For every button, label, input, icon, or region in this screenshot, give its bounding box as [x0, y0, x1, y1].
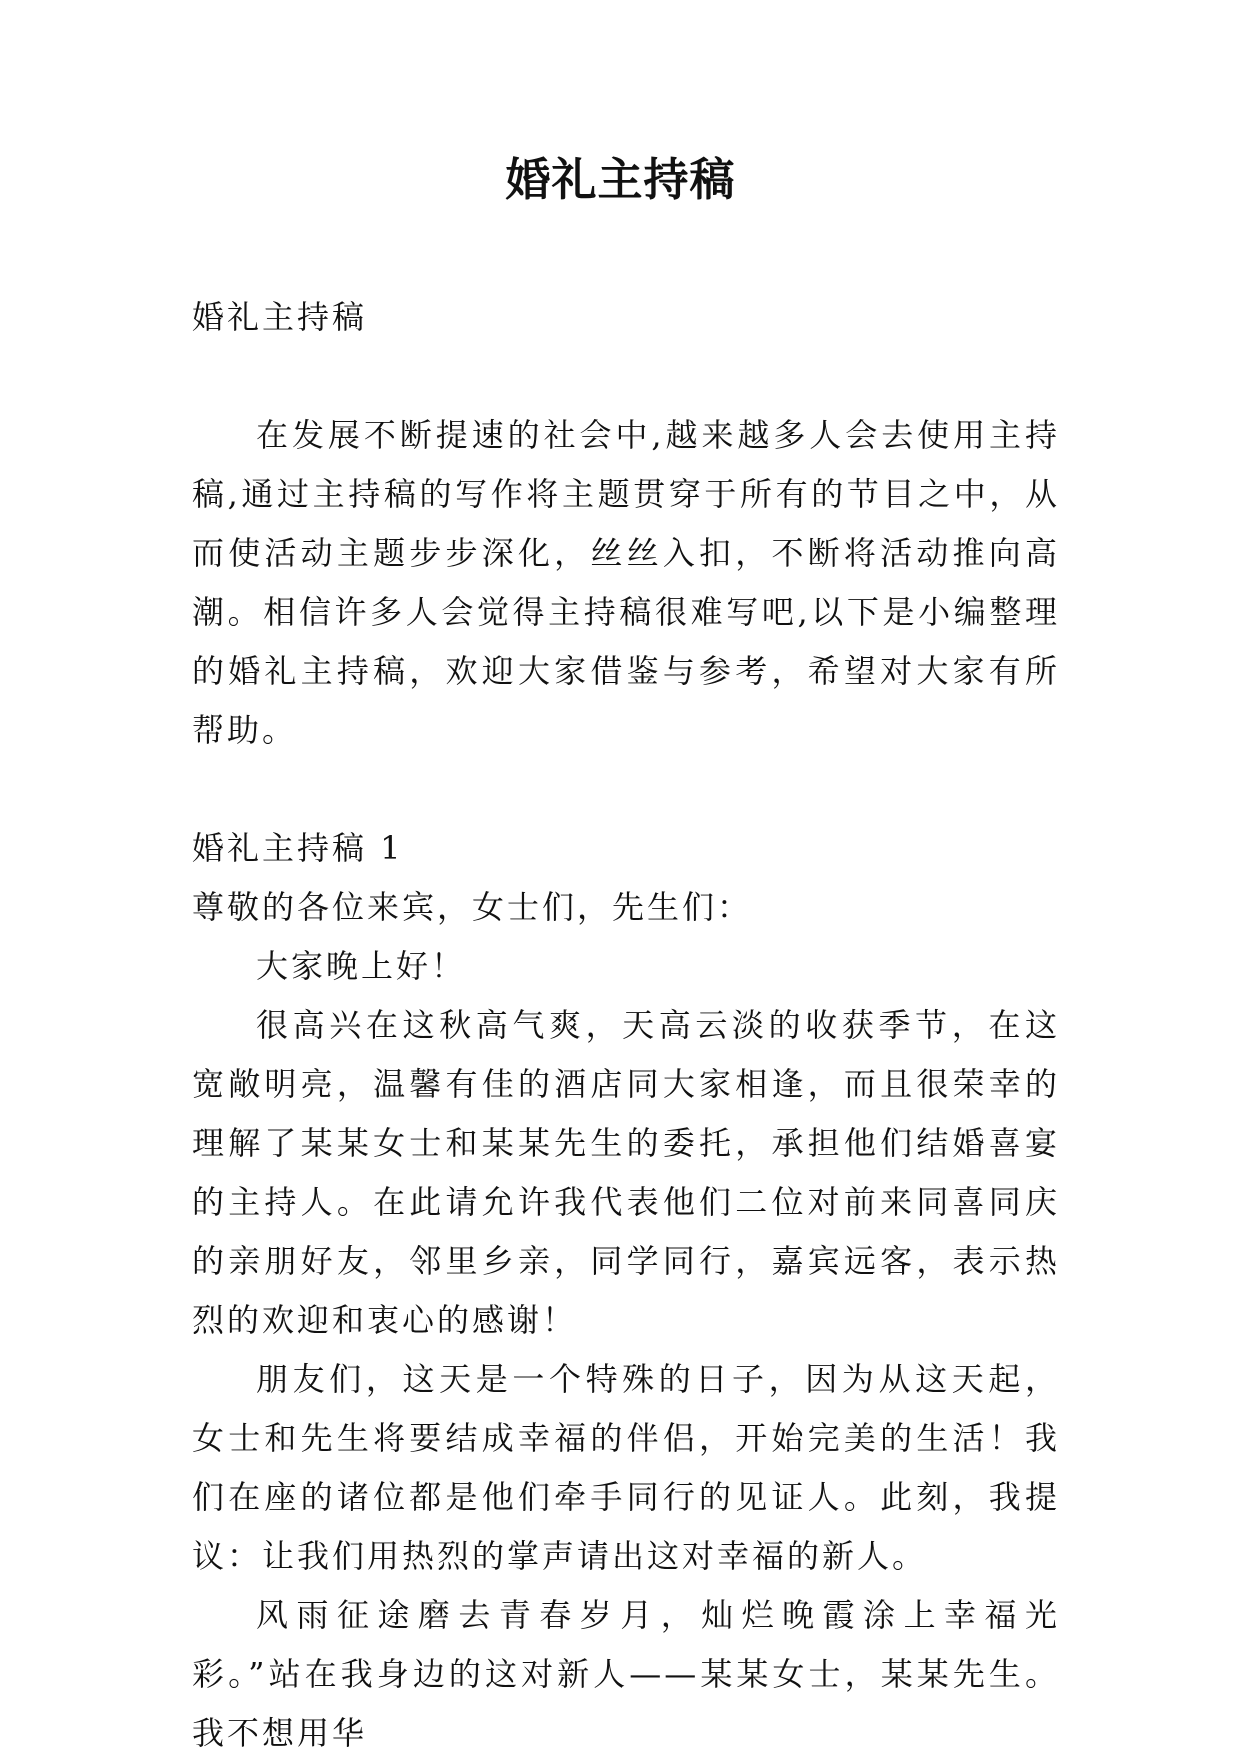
body-paragraph: 很高兴在这秋高气爽，天高云淡的收获季节，在这宽敞明亮，温馨有佳的酒店同大家相逢，而且很荣幸的理解了某某女士和某某先生的委托，承担他们结婚喜宴的主持人。在此请允许我代表他们二位对前来同喜同庆的亲朋好友，邻里乡亲，同学同行，嘉宾远客，表示热烈的欢迎和衷心的感谢！ — [192, 1006, 1060, 1339]
document-title: 婚礼主持稿 — [505, 153, 736, 206]
document-body — [192, 288, 1060, 1763]
intro-paragraph: 在发展不断提速的社会中,越来越多人会去使用主持稿,通过主持稿的写作将主题贯穿于所有的节目之中，从而使活动主题步步深化，丝丝入扣，不断将活动推向高潮。相信许多人会觉得主持稿很难写吧,以下是小编整理的婚礼主持稿，欢迎大家借鉴与参考，希望对大家有所帮助。 — [192, 416, 1060, 749]
document-subtitle: 婚礼主持稿 — [192, 298, 368, 336]
body-paragraph: 大家晚上好！ — [256, 947, 467, 985]
body-paragraph: 朋友们，这天是一个特殊的日子，因为从这天起，女士和先生将要结成幸福的伴侣，开始完美的生活！我们在座的诸位都是他们牵手同行的见证人。此刻，我提议：让我们用热烈的掌声请出这对幸福的新人。 — [192, 1360, 1060, 1575]
section-heading: 婚礼主持稿 1 — [192, 829, 404, 867]
salutation: 尊敬的各位来宾，女士们，先生们： — [192, 888, 753, 926]
body-paragraph: 风雨征途磨去青春岁月，灿烂晚霞涂上幸福光彩。”站在我身边的这对新人——某某女士，某某先生。我不想用华 — [192, 1596, 1060, 1752]
